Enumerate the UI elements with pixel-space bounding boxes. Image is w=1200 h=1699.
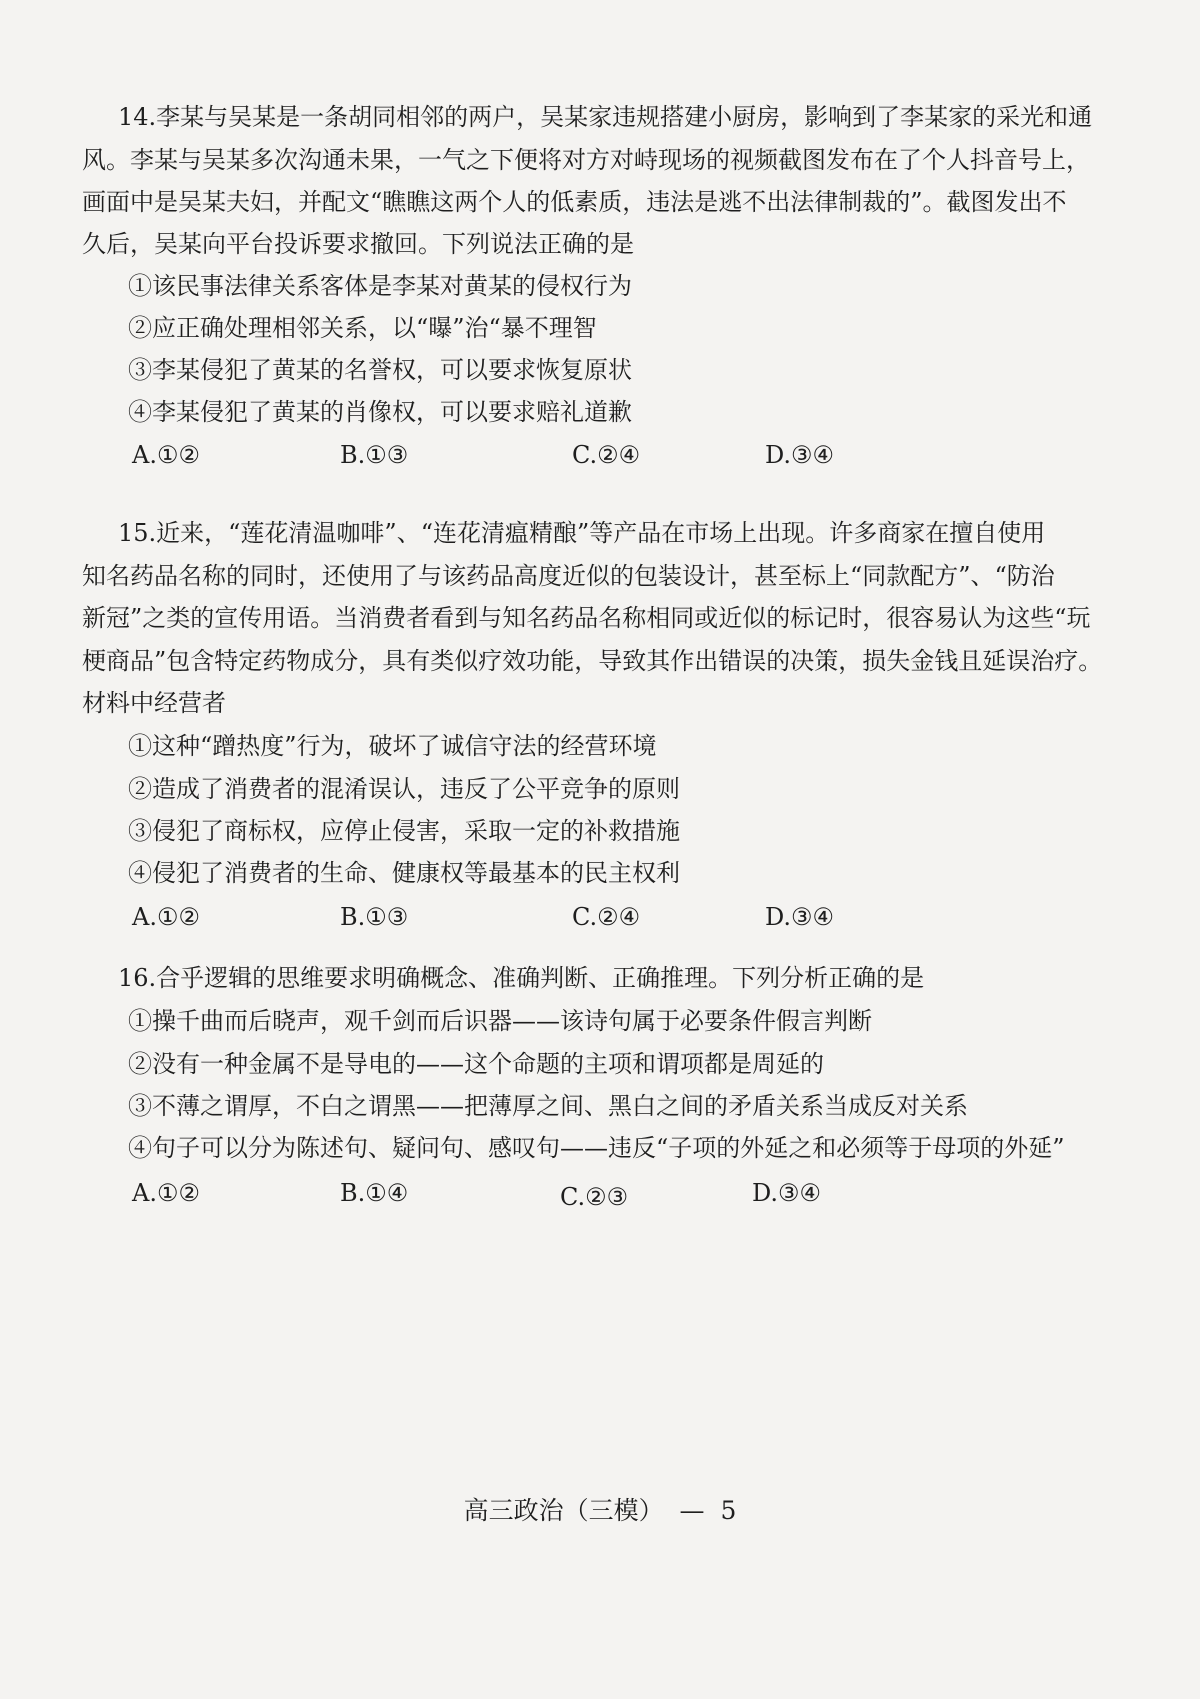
question-15-choice-d: D.③④: [765, 903, 835, 931]
question-14-choice-b: B.①③: [340, 441, 409, 469]
question-14-stem-line-2: 风。李某与吴某多次沟通未果，一气之下便将对方对峙现场的视频截图发布在了个人抖音号上，: [82, 146, 1090, 174]
question-15-stem-line-1: 15.近来，“莲花清温咖啡”、“连花清瘟精酿”等产品在市场上出现。许多商家在擅自使用: [118, 519, 1046, 547]
question-14-stem-line-3: 画面中是吴某夫妇，并配文“瞧瞧这两个人的低素质，违法是逃不出法律制裁的”。截图发出不: [82, 188, 1067, 216]
question-16-option-1: ①操千曲而后晓声，观千剑而后识器——该诗句属于必要条件假言判断: [128, 1007, 872, 1035]
page-footer: [0, 1496, 1200, 1526]
question-15-stem-line-3: 新冠”之类的宣传用语。当消费者看到与知名药品名称相同或近似的标记时，很容易认为这些“玩: [82, 604, 1091, 632]
footer-title: 高三政治（三模）: [463, 1496, 664, 1525]
question-15-option-3: ③侵犯了商标权，应停止侵害，采取一定的补救措施: [128, 817, 680, 845]
question-15-option-4: ④侵犯了消费者的生命、健康权等最基本的民主权利: [128, 859, 680, 887]
question-15-stem-line-4: 梗商品”包含特定药物成分，具有类似疗效功能，导致其作出错误的决策，损失金钱且延误治疗。: [82, 647, 1103, 675]
question-16-option-2: ②没有一种金属不是导电的——这个命题的主项和谓项都是周延的: [128, 1050, 824, 1078]
question-15-stem-line-5: 材料中经营者: [82, 689, 226, 717]
question-14-option-3: ③李某侵犯了黄某的名誉权，可以要求恢复原状: [128, 356, 632, 384]
question-16-choice-d: D.③④: [752, 1179, 822, 1207]
question-15-choice-a: A.①②: [132, 903, 200, 931]
page-number: 5: [720, 1496, 737, 1525]
question-16-choice-c: C.②③: [560, 1183, 629, 1211]
question-15-stem-line-2: 知名药品名称的同时，还使用了与该药品高度近似的包装设计，甚至标上“同款配方”、“防治: [82, 562, 1055, 590]
question-16-choice-a: A.①②: [132, 1179, 200, 1207]
question-15-option-2: ②造成了消费者的混淆误认，违反了公平竞争的原则: [128, 775, 680, 803]
question-14-choice-a: A.①②: [132, 441, 200, 469]
question-14-choice-c: C.②④: [572, 441, 641, 469]
question-15-choice-b: B.①③: [340, 903, 409, 931]
question-14-option-2: ②应正确处理相邻关系，以“曝”治“暴不理智: [128, 314, 597, 342]
question-14-choice-d: D.③④: [765, 441, 835, 469]
question-14-stem-line-1: 14.李某与吴某是一条胡同相邻的两户，吴某家违规搭建小厨房，影响到了李某家的采光和通: [118, 103, 1093, 131]
question-14-stem-line-4: 久后，吴某向平台投诉要求撤回。下列说法正确的是: [82, 230, 634, 258]
question-16-option-4: ④句子可以分为陈述句、疑问句、感叹句——违反“子项的外延之和必须等于母项的外延”: [128, 1134, 1065, 1162]
question-16-stem-line-1: 16.合乎逻辑的思维要求明确概念、准确判断、正确推理。下列分析正确的是: [118, 964, 925, 992]
question-15-choice-c: C.②④: [572, 903, 641, 931]
question-14-option-4: ④李某侵犯了黄某的肖像权，可以要求赔礼道歉: [128, 398, 632, 426]
question-16-choice-b: B.①④: [340, 1179, 409, 1207]
question-16-option-3: ③不薄之谓厚，不白之谓黑——把薄厚之间、黑白之间的矛盾关系当成反对关系: [128, 1092, 968, 1120]
question-14-option-1: ①该民事法律关系客体是李某对黄某的侵权行为: [128, 272, 632, 300]
question-15-option-1: ①这种“蹭热度”行为，破坏了诚信守法的经营环境: [128, 732, 657, 760]
footer-dash: —: [679, 1496, 705, 1525]
